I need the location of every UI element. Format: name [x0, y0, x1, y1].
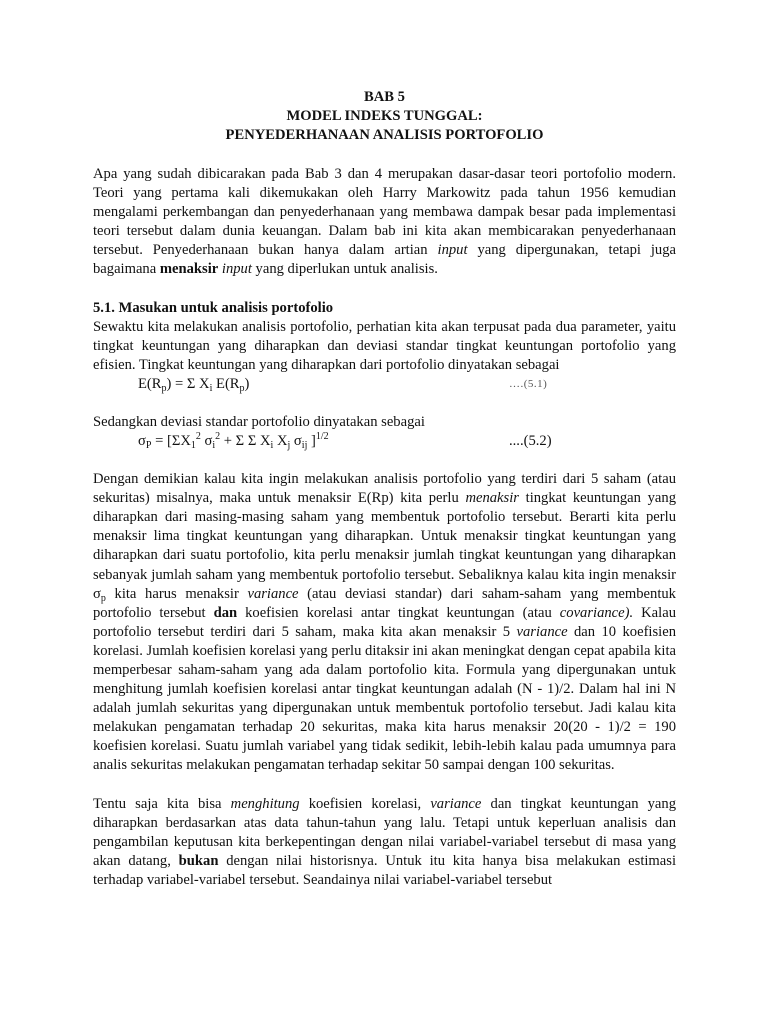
text-run: dan [213, 604, 238, 621]
intro-paragraph [93, 165, 676, 280]
text-run: i [212, 440, 216, 452]
equation-5-2-number: ....(5.2) [509, 433, 552, 450]
text-run: Apa yang sudah dibicarakan pada Bab 3 dan 4 merupakan dasar-dasar teori portofolio modern. Teori yang pertama kali dikemukakan oleh Harry Markowitz pada tahun 1956 kemudian mengalami perkembangan dan penyederhanaan yang membawa dampak besar pada implementasi teori tersebut dalam dunia keuangan. Dalam bab ini kita akan membicarakan penyederhanaan tersebut. Penyederhanaan bukan hanya dalam artian [93, 166, 676, 259]
chapter-subtitle: PENYEDERHANAAN ANALISIS PORTOFOLIO [225, 127, 544, 143]
text-run: 2 [195, 431, 201, 443]
text-run: variance [430, 795, 482, 812]
text-run: kita harus menaksir [105, 585, 248, 602]
text-run: σ [138, 433, 146, 450]
section-paragraph-2: Sedangkan deviasi standar portofolio dinyatakan sebagai [93, 413, 425, 430]
text-run: Tentu saja kita bisa [93, 795, 231, 812]
paragraph-3 [93, 470, 676, 776]
text-run: menghitung [230, 795, 300, 812]
equation-5-1 [93, 375, 676, 394]
text-run: yang diperlukan untuk analisis. [251, 261, 438, 278]
text-run: variance [516, 623, 568, 640]
text-run: P [145, 440, 152, 452]
equation-5-2 [93, 432, 676, 451]
text-run: 1 [190, 440, 196, 452]
text-run: p [100, 592, 106, 604]
text-run: variance [247, 585, 299, 602]
text-run: covariance). [559, 604, 634, 621]
text-run: (atau deviasi standar) dari saham-saham yang membentuk portofolio tersebut [93, 585, 676, 621]
text-run: p [161, 382, 167, 394]
text-run: 1/2 [315, 431, 329, 443]
text-run: dengan nilai historisnya. Untuk itu kita hanya bisa melakukan estimasi terhadap variabel-variabel tersebut. Seandainya nilai variabel-variabel tersebut [93, 852, 676, 888]
text-run: X [273, 433, 288, 450]
text-run: p [239, 382, 245, 394]
text-run: ) = Σ X [166, 375, 210, 392]
equation-5-2-formula [138, 432, 329, 451]
text-run: E(R [212, 375, 240, 392]
text-run: dan 10 koefisien korelasi. Jumlah koefisien korelasi yang perlu ditaksir ini akan meningkat dengan cepat apabila kita memperbesar saham-saham yang ada dalam portofolio kita. Formula yang dipergunakan untuk menghitung jumlah koefisien korelasi antar tingkat keuntungan adalah (N - 1)/2. Dalam hal ini N adalah jumlah sekuritas yang dipergunakan untuk membentuk portofolio tersebut. Jadi kalau kita melakukan pengamatan terhadap 20 sekuritas, maka kita harus menaksir 20(20 - 1)/2 = 190 koefisien korelasi. Suatu jumlah variabel yang tidak sedikit, lebih-lebih kalau pada umumnya para analis sekuritas melakukan pengamatan terhadap sekitar 50 sampai dengan 100 sekuritas. [93, 623, 676, 774]
text-run: input [437, 242, 468, 259]
text-run: menaksir [159, 261, 219, 278]
text-run: ) [244, 375, 250, 392]
text-run: ij [301, 440, 308, 452]
text-run: dan tingkat keuntungan yang diharapkan berdasarkan atas data tahun-tahun yang lalu. Tetapi untuk keperluan analisis dan pengambilan keputusan kita berkepentingan dengan nilai variabel-variabel tersebut di masa yang akan datang, [93, 795, 676, 869]
text-run: input [221, 261, 252, 278]
equation-5-1-number: ….(5.1) [509, 377, 548, 390]
chapter-heading [93, 88, 676, 145]
text-run: + Σ Σ X [220, 433, 271, 450]
text-run: koefisien korelasi antar tingkat keuntungan (atau [237, 604, 560, 621]
text-run: Kalau portofolio tersebut terdiri dari 5 saham, maka kita akan menaksir 5 [93, 604, 676, 640]
text-run: i [209, 382, 213, 394]
text-run: ] [307, 433, 316, 450]
text-run: Dengan demikian kalau kita ingin melakukan analisis portofolio yang terdiri dari 5 saham (atau sekuritas) misalnya, maka untuk menaksir E(Rp) kita perlu [93, 471, 676, 507]
section-title: 5.1. Masukan untuk analisis portofolio [93, 299, 334, 316]
text-run: σ [200, 433, 213, 450]
paragraph-4 [93, 795, 676, 890]
text-run: 2 [215, 431, 221, 443]
text-run: bukan [178, 852, 219, 869]
chapter-title: MODEL INDEKS TUNGGAL: [286, 108, 483, 124]
text-run: menaksir [465, 490, 519, 507]
section-paragraph-1: Sewaktu kita melakukan analisis portofolio, perhatian kita akan terpusat pada dua parameter, yaitu tingkat keuntungan yang diharapkan dan deviasi standar tingkat keuntungan portofolio yang efisien. Tingkat keuntungan yang diharapkan dari portofolio dinyatakan sebagai [93, 318, 676, 373]
text-run: tingkat keuntungan yang diharapkan dari masing-masing saham yang membentuk portofolio tersebut. Berarti kita perlu menaksir lima tingkat keuntungan yang diharapkan. Untuk menaksir tingkat keuntungan yang diharapkan dari suatu portofolio, kita perlu menaksir jumlah tingkat keuntungan yang diharapkan sebanyak jumlah saham yang membentuk portofolio tersebut. Sebaliknya kalau kita ingin menaksir σ [93, 490, 676, 602]
text-run: = [ΣX [151, 433, 191, 450]
text-run: yang dipergunakan, tetapi juga bagaimana [93, 242, 677, 278]
equation-5-1-formula [138, 375, 249, 394]
text-run: E(R [138, 375, 162, 392]
text-run: j [287, 440, 291, 452]
text-run: i [270, 440, 274, 452]
chapter-number: BAB 5 [364, 89, 405, 105]
text-run: σ [290, 433, 302, 450]
text-run: koefisien korelasi, [299, 795, 431, 812]
